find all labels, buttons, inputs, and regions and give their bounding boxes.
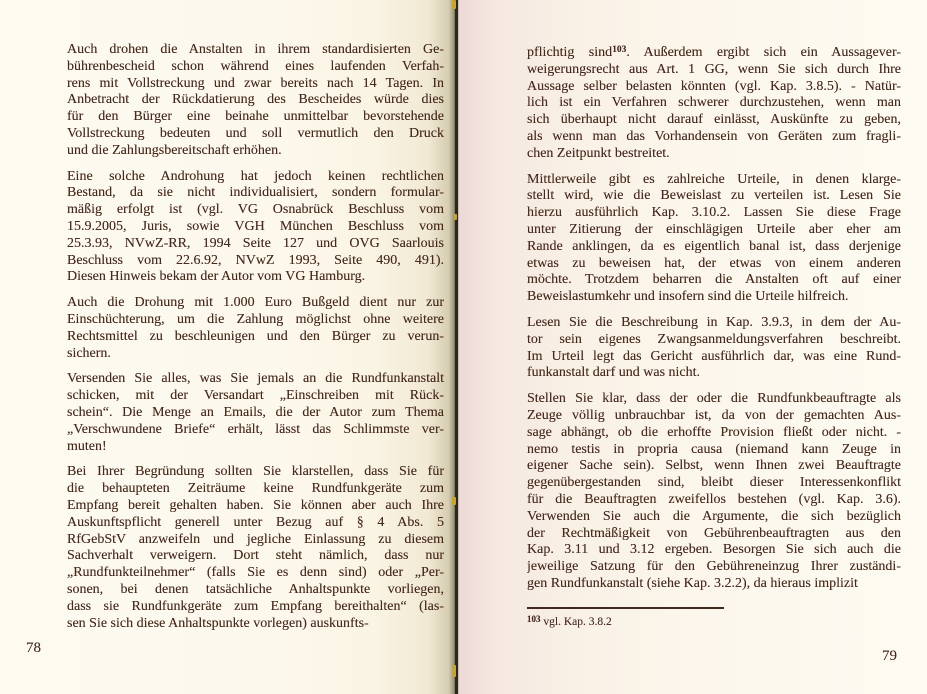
paragraph	[527, 391, 901, 593]
gutter-speck	[452, 0, 456, 9]
gutter-speck	[452, 497, 456, 505]
footnote-divider	[527, 607, 724, 609]
text-line: Stellen Sie klar, dass der oder die Rundfunkbeauftragte als	[527, 391, 901, 407]
text-line: für den Bürger eine beinahe unmittelbar bevorstehende	[67, 109, 444, 125]
text-line: sichern.	[67, 345, 111, 361]
text-line: RfGebStV anzweifeln und jegliche Einlassung zu diesem	[67, 531, 444, 547]
paragraph	[67, 169, 444, 287]
text-line: etwas zu beweisen hat, der etwas von einem anderen	[527, 255, 901, 271]
text-line: Beweislastumkehr und insofern sind die Urteile hilfreich.	[527, 289, 849, 305]
text-line: gegenübergestanden sind, bleibt dieser Interessenkonflikt	[527, 475, 901, 491]
text-line: Im Urteil legt das Gericht ausführlich dar, was eine Rund-	[527, 348, 901, 364]
paragraph	[527, 172, 901, 306]
paragraph	[67, 464, 444, 632]
text-line: Diesen Hinweis bekam der Autor vom VG Hamburg.	[67, 269, 366, 285]
text-line: dass sie Rundfunkgeräte zum Empfang bereithalten“ (las-	[67, 598, 444, 614]
right-page-number: 79	[882, 648, 897, 664]
footnote-marker: 103	[527, 614, 541, 624]
text-line: Auskunftspflicht generell unter Bezug auf § 4 Abs. 5	[67, 514, 444, 530]
text-line: Rechtsmittel zu beschleunigen und den Bürger zu verun-	[67, 328, 444, 344]
text-line: sen Sie sich diese Anhaltspunkte vorlegen) auskunfts-	[67, 615, 369, 631]
text-line: Bei Ihrer Begründung sollten Sie klarstellen, dass Sie für	[67, 464, 444, 480]
paragraph	[527, 45, 901, 163]
text-line: sonen, bei denen tatsächliche Anhaltspunkte vorliegen,	[67, 581, 444, 597]
text-line: und die Zahlungsbereitschaft erhöhen.	[67, 142, 282, 158]
text-line: Aussage selber belasten könnten (vgl. Kap. 3.8.5). - Natür-	[527, 78, 901, 94]
text-line: für die Beauftragten zweifellos bestehen (vgl. Kap. 3.6).	[527, 491, 901, 507]
gutter-speck	[453, 665, 456, 677]
gutter-speck	[454, 214, 457, 220]
left-page-number: 78	[26, 640, 41, 656]
text-line: Auch drohen die Anstalten in ihrem standardisierten Ge-	[67, 42, 444, 57]
text-line: Verwenden Sie auch die Argumente, die sich bezüglich	[527, 508, 901, 524]
book-gutter-line	[455, 0, 458, 694]
text-line: Eine solche Androhung hat jedoch keinen rechtlichen	[67, 168, 444, 184]
paragraph	[67, 295, 444, 362]
text-line: 15.9.2005, Juris, sowie VGH München Beschluss vom	[67, 218, 444, 234]
text-line: lich ist ein Verfahren schwerer durchzustehen, wenn man	[527, 95, 901, 111]
text-line: Einschüchterung, um die Zahlung möglichst ohne weitere	[67, 311, 444, 327]
text-line: chen Zeitpunkt bestreitet.	[527, 145, 670, 161]
text-line: Bestand, da sie nicht individualisiert, sondern formular-	[67, 185, 444, 201]
text-line: Zeuge völlig unbrauchbar ist, da von der gemachten Aus-	[527, 407, 901, 423]
text-line: 25.3.93, NVwZ-RR, 1994 Seite 127 und OVG Saarlouis	[67, 235, 444, 251]
text-line: mäßig erfolgt ist (vgl. VG Osnabrück Beschluss vom	[67, 202, 444, 218]
text-line: Anbetracht der Rückdatierung des Bescheides würde dies	[67, 92, 444, 108]
footnote-marker: 103	[612, 45, 627, 55]
text-line: Versenden Sie alles, was Sie jemals an die Rundfunkanstalt	[67, 371, 444, 387]
text-line: als wenn man das Vorhandensein von Geräten zum fragli-	[527, 128, 901, 144]
text-line: rens mit Vollstreckung und zwar bereits nach 14 Tagen. In	[67, 75, 444, 91]
footnote	[527, 616, 612, 628]
text-line: Empfang bereit gehalten haben. Sie können aber auch Ihre	[67, 497, 444, 513]
right-page-text	[527, 45, 901, 593]
text-line: Auch die Drohung mit 1.000 Euro Bußgeld dient nur zur	[67, 295, 444, 311]
text-line: gen Rundfunkanstalt (siehe Kap. 3.2.2), da hieraus implizit	[527, 575, 858, 591]
paragraph	[527, 315, 901, 382]
text-line: „Rundfunkteilnehmer“ (falls Sie es denn sind) oder „Per-	[67, 565, 444, 581]
left-page-text	[67, 42, 444, 632]
text-line: sich überhaupt nicht darauf einlässt, Auskünfte zu geben,	[527, 112, 901, 128]
text-line: sage abhängt, ob die erhoffte Provision fließt oder nicht. -	[527, 424, 901, 440]
text-line: schicken, mit der Versandart „Einschreiben mit Rück-	[67, 388, 444, 404]
text-line: weigerungsrecht aus Art. 1 GG, wenn Sie sich durch Ihre	[527, 61, 901, 77]
text-line: die behaupteten Zeiträume keine Rundfunkgeräte zum	[67, 481, 444, 497]
text-line: eigener Sache sein). Selbst, wenn Ihnen zwei Beauftragte	[527, 458, 901, 474]
text-line: Beschluss vom 22.6.92, NVwZ 1993, Seite 490, 491).	[67, 252, 444, 268]
text-line: schein“. Die Menge an Emails, die der Autor zum Thema	[67, 404, 444, 420]
text-line: jeweilige Satzung für den Gebühreneinzug Ihrer zuständi-	[527, 559, 901, 575]
text-line: tor sein eigenes Zwangsanmeldungsverfahren beschreibt.	[527, 331, 901, 347]
text-line: pflichtig sind$^{103}$. Außerdem ergibt sich ein Aussagever-	[527, 45, 901, 60]
text-line: stellt wird, wie die Beweislast zu verteilen ist. Lesen Sie	[527, 188, 901, 204]
text-line: nemo testis in propria causa (niemand kann Zeuge in	[527, 441, 901, 457]
text-line: möchte. Trotzdem beharren die Anstalten oft auf einer	[527, 272, 901, 288]
footnote-text: vgl. Kap. 3.8.2	[543, 616, 612, 628]
text-line: muten!	[67, 438, 107, 454]
text-line: unter Zitierung der einschlägigen Urteile aber eher am	[527, 221, 901, 237]
text-line: Mittlerweile gibt es zahlreiche Urteile, in denen klarge-	[527, 171, 901, 187]
text-line: „Verschwundene Briefe“ erhält, lässt das Schlimmste ver-	[67, 421, 444, 437]
text-line: Lesen Sie die Beschreibung in Kap. 3.9.3, in dem der Au-	[527, 314, 901, 330]
text-line: hierzu ausführlich Kap. 3.10.2. Lassen Sie diese Frage	[527, 205, 901, 221]
text-line: Rande anklingen, da es eigentlich banal ist, dass derjenige	[527, 238, 901, 254]
text-line: funkanstalt darf und was nicht.	[527, 365, 701, 381]
paragraph	[67, 42, 444, 160]
paragraph	[67, 371, 444, 455]
text-line: Kap. 3.11 und 3.12 ergeben. Besorgen Sie sich auch die	[527, 542, 901, 558]
text-line: bührenbescheid schon während eines laufenden Verfah-	[67, 58, 444, 74]
text-line: Vollstreckung bedeuten und soll vermutlich den Druck	[67, 125, 444, 141]
text-line: der Rechtmäßigkeit von Gebührenbeauftragten aus den	[527, 525, 901, 541]
text-line: Sachverhalt verweigern. Dort steht nämlich, dass nur	[67, 548, 444, 564]
